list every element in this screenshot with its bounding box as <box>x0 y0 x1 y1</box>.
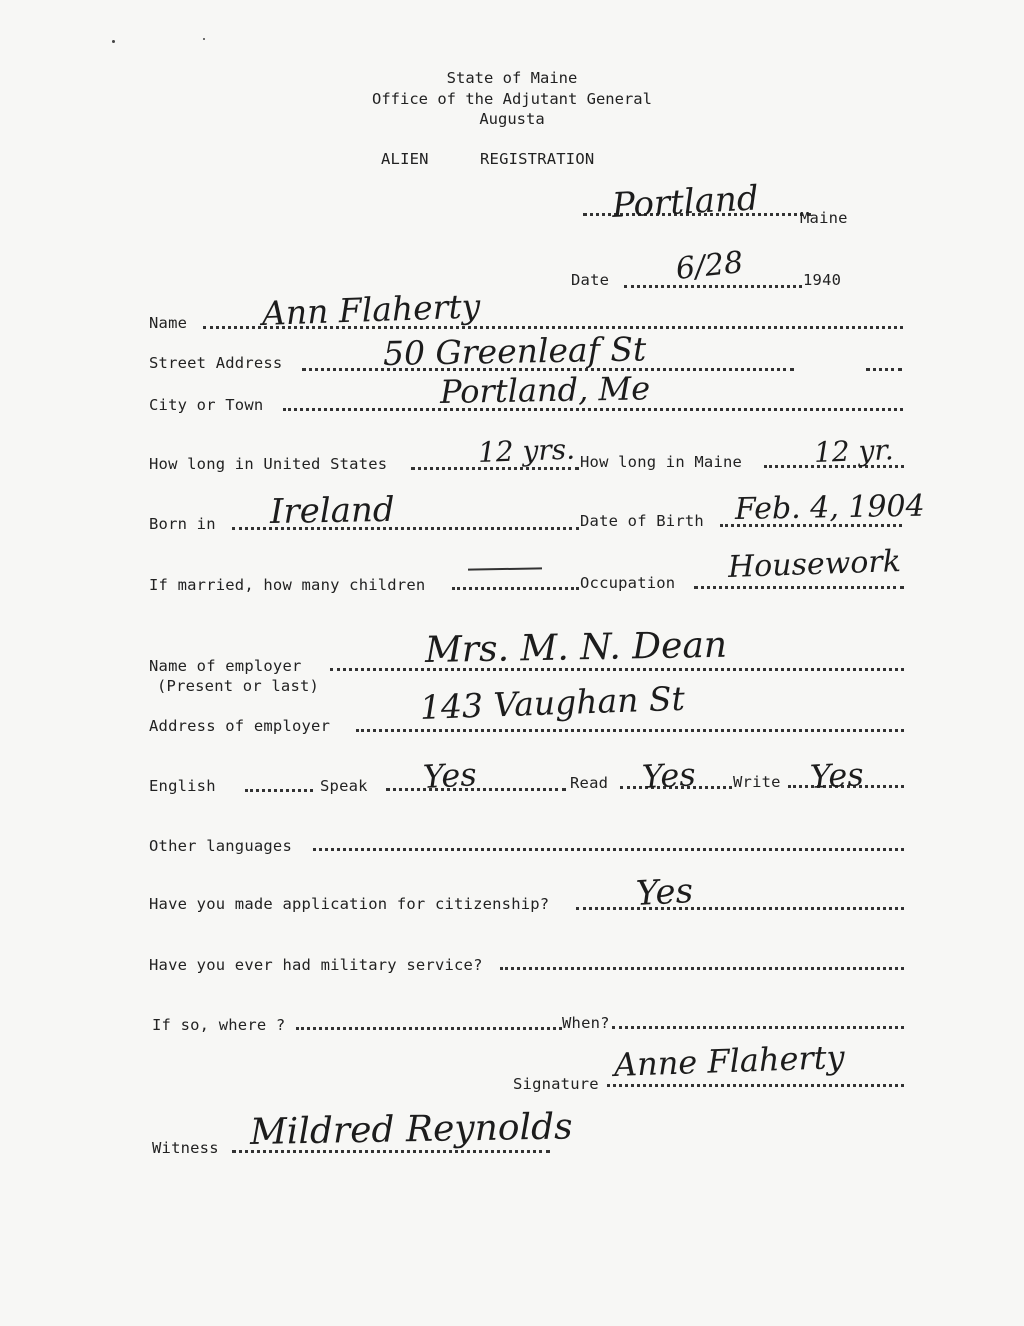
speak-label: Speak <box>320 777 368 795</box>
street-value: 50 Greenleaf St <box>382 329 647 373</box>
occupation-value: Housework <box>727 543 902 585</box>
present-or-last-label: (Present or last) <box>157 677 320 695</box>
speck-mark <box>112 40 115 43</box>
witness-label: Witness <box>152 1139 219 1157</box>
employer-address-line <box>356 729 904 732</box>
when-label: When? <box>562 1014 610 1032</box>
born-in-value: Ireland <box>269 489 395 532</box>
citizenship-line <box>576 907 904 910</box>
employer-name-label: Name of employer <box>149 657 302 675</box>
maine-label: Maine <box>800 209 848 227</box>
dob-label: Date of Birth <box>580 512 704 530</box>
date-line <box>624 285 802 288</box>
year-label: 1940 <box>803 271 842 289</box>
title-registration: REGISTRATION <box>480 150 595 168</box>
employer-name-value: Mrs. M. N. Dean <box>424 624 728 671</box>
how-long-maine-value: 12 yr. <box>813 433 895 469</box>
other-languages-label: Other languages <box>149 837 292 855</box>
street-label: Street Address <box>149 354 283 372</box>
read-value: Yes <box>641 755 697 796</box>
city-value: Portland, Me <box>439 369 651 411</box>
write-value: Yes <box>809 755 865 796</box>
signature-line <box>607 1084 904 1087</box>
city-line <box>283 408 903 411</box>
how-long-maine-label: How long in Maine <box>580 453 743 471</box>
married-line <box>452 587 579 590</box>
signature-label: Signature <box>513 1075 599 1093</box>
occupation-label: Occupation <box>580 574 676 592</box>
military-line <box>500 967 904 970</box>
citizenship-value: Yes <box>634 871 695 914</box>
if-so-where-label: If so, where ? <box>152 1016 286 1034</box>
dob-value: Feb. 4, 1904 <box>734 488 925 527</box>
children-value <box>468 567 542 570</box>
date-label: Date <box>571 271 610 289</box>
city-label: City or Town <box>149 396 264 414</box>
date-value: 6/28 <box>674 245 745 287</box>
employer-address-value: 143 Vaughan St <box>419 678 686 727</box>
other-languages-line <box>313 848 904 851</box>
header-state: State of Maine <box>446 69 578 87</box>
where-line <box>296 1027 562 1030</box>
when-line <box>612 1026 904 1029</box>
name-value: Ann Flaherty <box>261 286 481 333</box>
how-long-us-value: 12 yrs. <box>477 432 576 469</box>
write-label: Write <box>733 773 781 791</box>
how-long-us-label: How long in United States <box>149 455 388 473</box>
english-label: English <box>149 777 216 795</box>
born-in-label: Born in <box>149 515 216 533</box>
married-label: If married, how many children <box>149 576 426 594</box>
read-label: Read <box>570 774 609 792</box>
header-city: Augusta <box>479 110 545 128</box>
english-line <box>245 789 313 792</box>
title-alien: ALIEN <box>381 150 429 168</box>
street-line-end <box>866 368 902 371</box>
military-label: Have you ever had military service? <box>149 956 483 974</box>
speck-mark <box>203 38 205 40</box>
name-label: Name <box>149 314 188 332</box>
header-office: Office of the Adjutant General <box>372 90 652 108</box>
signature-value: Anne Flaherty <box>613 1037 846 1084</box>
employer-name-line <box>330 668 904 671</box>
speak-value: Yes <box>422 755 478 796</box>
witness-value: Mildred Reynolds <box>249 1106 573 1153</box>
occupation-line <box>694 586 904 589</box>
citizenship-label: Have you made application for citizenship? <box>149 895 550 913</box>
employer-address-label: Address of employer <box>149 717 331 735</box>
place-value: Portland <box>610 178 760 226</box>
